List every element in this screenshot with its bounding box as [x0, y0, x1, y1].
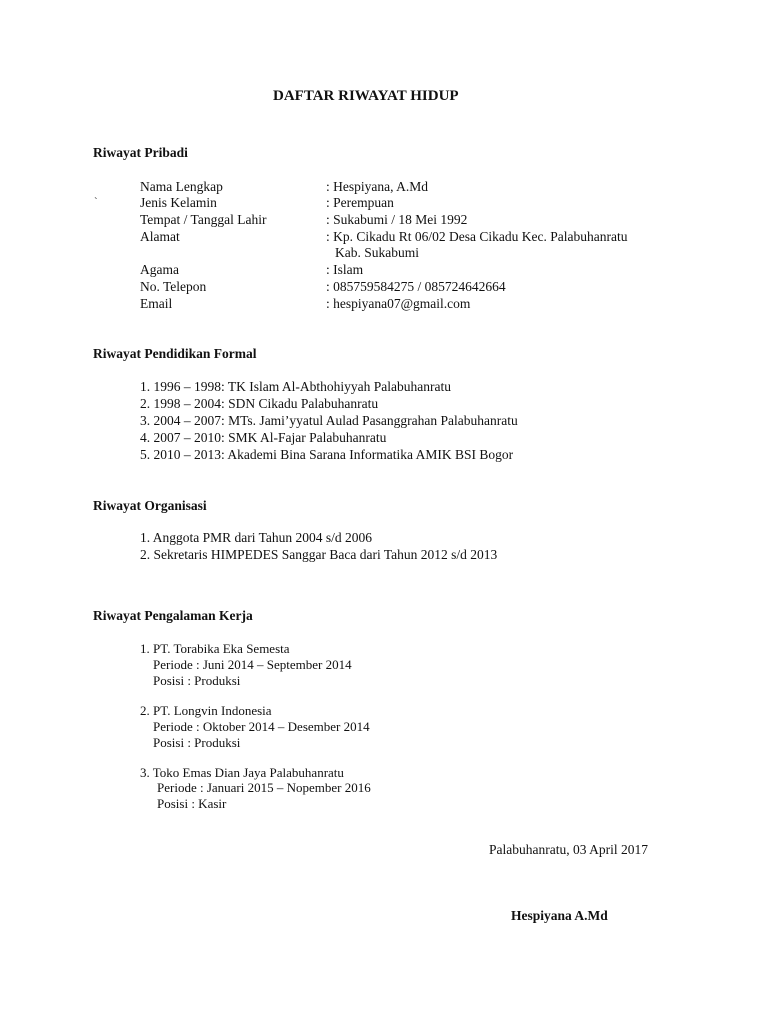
education-heading: Riwayat Pendidikan Formal: [93, 346, 257, 361]
personal-heading: Riwayat Pribadi: [93, 145, 188, 160]
value-phone: : 085759584275 / 085724642664: [326, 279, 506, 294]
education-item: 2. 1998 – 2004: SDN Cikadu Palabuhanratu: [140, 396, 379, 411]
label-address: Alamat: [140, 229, 180, 244]
job-position: Posisi : Produksi: [153, 673, 241, 688]
job-period: Periode : Oktober 2014 – Desember 2014: [153, 719, 370, 734]
value-address-line2: Kab. Sukabumi: [335, 245, 419, 260]
value-address: : Kp. Cikadu Rt 06/02 Desa Cikadu Kec. Palabuhanratu: [326, 229, 628, 244]
job-company: 2. PT. Longvin Indonesia: [140, 703, 272, 718]
job-period: Periode : Juni 2014 – September 2014: [153, 657, 352, 672]
stray-mark: `: [94, 196, 98, 208]
organization-item: 1. Anggota PMR dari Tahun 2004 s/d 2006: [140, 530, 373, 545]
page-title: DAFTAR RIWAYAT HIDUP: [273, 88, 459, 104]
job-company: 3. Toko Emas Dian Jaya Palabuhanratu: [140, 765, 344, 780]
education-item: 5. 2010 – 2013: Akademi Bina Sarana Informatika AMIK BSI Bogor: [140, 447, 514, 462]
value-email: : hespiyana07@gmail.com: [326, 296, 471, 311]
job-period: Periode : Januari 2015 – Nopember 2016: [157, 780, 371, 795]
label-gender: Jenis Kelamin: [140, 195, 217, 210]
job-company: 1. PT. Torabika Eka Semesta: [140, 641, 290, 656]
value-birth: : Sukabumi / 18 Mei 1992: [326, 212, 468, 227]
education-item: 3. 2004 – 2007: MTs. Jami’yyatul Aulad Pasanggrahan Palabuhanratu: [140, 413, 518, 428]
value-full-name: : Hespiyana, A.Md: [326, 179, 428, 194]
value-religion: : Islam: [326, 262, 364, 277]
education-item: 4. 2007 – 2010: SMK Al-Fajar Palabuhanratu: [140, 430, 387, 445]
label-email: Email: [140, 296, 173, 311]
job-position: Posisi : Kasir: [157, 796, 227, 811]
education-item: 1. 1996 – 1998: TK Islam Al-Abthohiyyah Palabuhanratu: [140, 379, 451, 394]
organization-item: 2. Sekretaris HIMPEDES Sanggar Baca dari Tahun 2012 s/d 2013: [140, 547, 498, 562]
label-birth: Tempat / Tanggal Lahir: [140, 212, 267, 227]
job-position: Posisi : Produksi: [153, 735, 241, 750]
place-date: Palabuhanratu, 03 April 2017: [489, 842, 648, 857]
organization-heading: Riwayat Organisasi: [93, 498, 207, 513]
label-phone: No. Telepon: [140, 279, 207, 294]
work-heading: Riwayat Pengalaman Kerja: [93, 608, 253, 623]
label-full-name: Nama Lengkap: [140, 179, 223, 194]
value-gender: : Perempuan: [326, 195, 394, 210]
signature-name: Hespiyana A.Md: [511, 908, 608, 923]
label-religion: Agama: [140, 262, 179, 277]
